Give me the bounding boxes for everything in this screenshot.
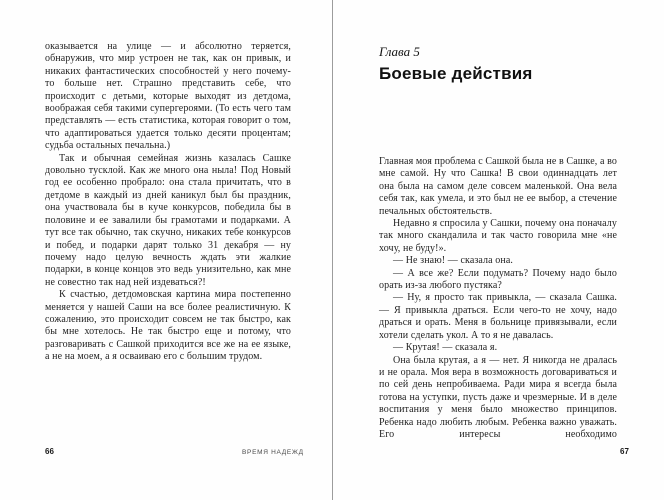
paragraph: — Не знаю! — сказала она.: [393, 255, 513, 267]
paragraph: Так и обычная семейная жизнь казалась Сашке довольно тусклой. Как же много она ныла! Под Новый год ее особенно пробрало: она стала причитать, что в детдоме в каждый из дней каникул был бы праздник, она участвовала бы в куче конкурсов, победила бы в половине и ее завалили бы грамотами и подарками. А тут все так обычно, так скучно, никаких тебе конкурсов и побед, и подарки дарят только 31 декабря — ну почему надо целую вечность ждать эти жалкие подарки, в конце концов это ведь унизительно, как мне не совестно так над ней издеваться?!: [45, 152, 291, 288]
page-number-right: 67: [620, 447, 629, 456]
paragraph: — Крутая! — сказала я.: [393, 342, 498, 354]
page-number-left: 66: [45, 447, 54, 456]
chapter-label: Глава 5: [379, 44, 420, 59]
paragraph: — А все же? Если подумать? Почему надо было орать из-за любого пустяка?: [379, 267, 617, 292]
paragraph: Недавно я спросила у Сашки, почему она поначалу так много скандалила и так часто говорила мне «не хочу, не буду!».: [379, 218, 617, 254]
chapter-title: Боевые действия: [379, 64, 533, 83]
paragraph: оказывается на улице — и абсолютно теряется, обнаружив, что мир устроен не так, как он привык, и никаких фантастических способностей у него почему-то больше нет. Страшно представить себе, что происходит с детьми, которые выходят из детдома, воображая себя такими супергероями. (То есть чего там представлять — есть статистика, которая говорит о том, что адаптироваться удается только десяти процентам; судьба остальных печальна.): [45, 41, 291, 152]
right-page-text: [379, 156, 617, 441]
page-divider: [332, 0, 333, 500]
paragraph: Главная моя проблема с Сашкой была не в Сашке, а во мне самой. Ну что Сашка! В свои одиннадцать лет она была на самом деле совсем маленькой. Она вела себя так, как умела, и это был не ее выбор, а стечение печальных обстоятельств.: [379, 156, 617, 217]
paragraph: Она была крутая, а я — нет. Я никогда не дралась и не орала. Моя вера в возможность договариваться и по сей день непробиваема. Ради мира я всегда была готова на уступки, пусть даже и чрезмерные. И в деле воспитания у меня было множество принципов. Ребенка надо любить любым. Ребенка важно уважать. Его интересы необходимо: [379, 354, 617, 440]
left-page-text: [45, 41, 291, 364]
running-title: ВРЕМЯ НАДЕЖД: [242, 449, 304, 456]
paragraph: К счастью, детдомовская картина мира постепенно меняется у нашей Саши на все более реалистичную. К сожалению, это происходит совсем не так быстро, как бы мне хотелось. Не так быстро еще и потому, что разговаривать с Сашкой приходится все же на ее языке, а не на моем, а я осваиваю его с большим трудом.: [45, 289, 291, 363]
paragraph: — Ну, я просто так привыкла, — сказала Сашка. — Я привыкла драться. Если чего-то не хочу, надо драться и орать. Меня в больнице привязывали, если хотели сделать укол. А то я не давалась.: [379, 292, 617, 341]
